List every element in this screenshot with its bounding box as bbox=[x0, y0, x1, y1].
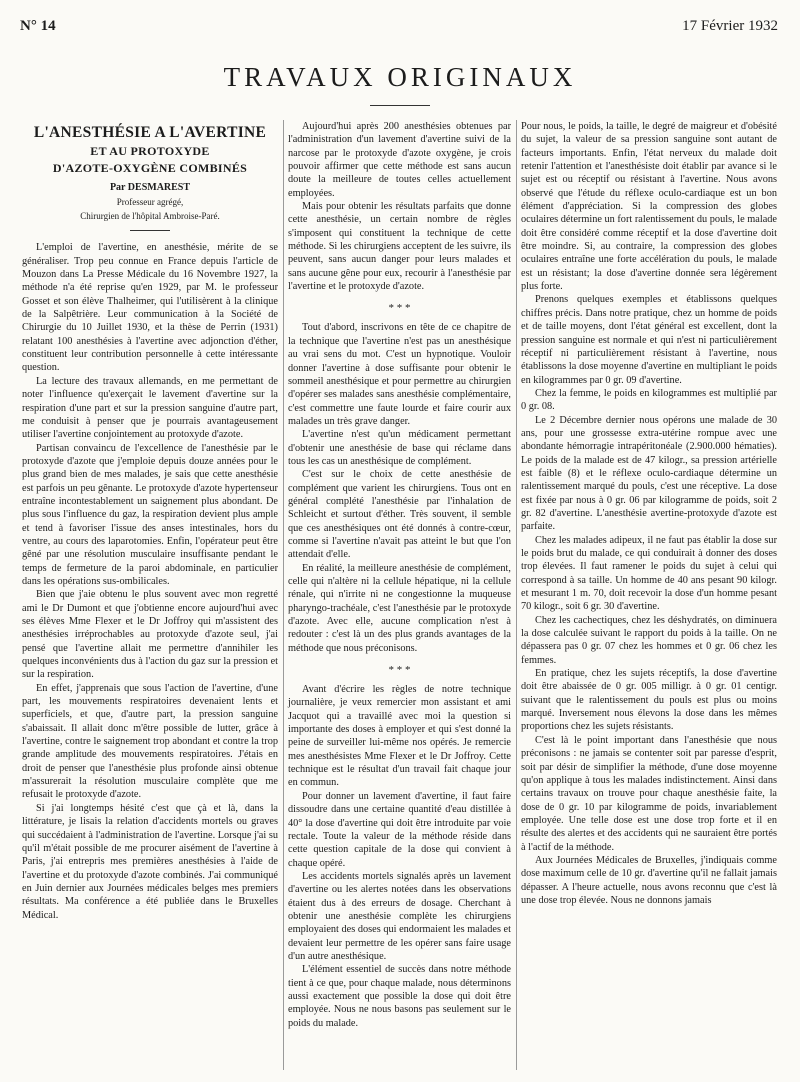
title-rule bbox=[370, 105, 430, 106]
paragraph: Chez les malades adipeux, il ne faut pas établir la dose sur le poids brut du malade, ce qui conduirait à donner des doses trop élevées. Il faut ramener le poids du sujet à celui qui correspond à sa taille. Un homme de 40 ans pesant 90 kilogr. et mesurant 1 m. 70, doit recevoir la dose d'un homme pesant 70 kilogr., soit 6 gr. 30 d'avertine. bbox=[521, 534, 777, 613]
paragraph: En pratique, chez les sujets réceptifs, la dose d'avertine doit être abaissée de 0 gr. 005 milligr. à 0 gr. 01 centigr. suivant que le ralentissement du pouls est plus ou moins marqué. Inversement nous élevons la dose dans les mêmes proportions chez les sujets résistants. bbox=[521, 668, 777, 733]
paragraph: Le 2 Décembre dernier nous opérons une malade de 30 ans, pour une grossesse extra-utérine rompue avec une abondante hémorragie intrapéritonéale (2.900.000 hématies). Le poids de la malade est de 47 kilogr., sa pression artérielle est faible (8) et le réflexe oculo-cardiaque détermine un ralentissement marqué du pouls, c'est une réceptive. La dose est fixée par nous à 0 gr. 06 par kilogramme de poids, soit 2 gr. 82 d'avertine. L'anesthésie avertine-protoxyde d'azote est parfaite. bbox=[521, 414, 777, 533]
paragraph: Aux Journées Médicales de Bruxelles, j'indiquais comme dose maximum celle de 10 gr. d'avertine qu'il ne fallait jamais dépasser. A l'heure actuelle, nous avons reconnu que c'est là une dose trop élevée. Nous ne donnons jamais bbox=[521, 854, 777, 906]
column-divider bbox=[516, 120, 517, 1070]
article-subtitle-2: D'AZOTE-OXYGÈNE COMBINÉS bbox=[52, 160, 248, 175]
paragraph: Pour nous, le poids, la taille, le degré de maigreur et d'obésité du sujet, la valeur de sa pression sanguine sont autant de facteurs importants. Enfin, l'état nerveux du malade doit retenir l'attention et l'anesthésiste doit établir par avance si le sujet est ou réceptif ou résistant à l'avertine. Nous avons observé que l'étude du réflexe oculo-cardiaque est un bon élément d'appréciation. Si la compression des globes oculaires détermine un fort ralentissement du pouls, le malade doit être considéré comme réceptif et la dose d'avertine doit être moindre. Si, au contraire, la compression des globes oculaires entraîne une forte accélération du pouls, le malade est un résistant; la dose d'avertine donnée sera légèrement plus forte. bbox=[521, 121, 777, 293]
article-subtitle-1: ET AU PROTOXYDE bbox=[90, 144, 210, 159]
paragraph: L'emploi de l'avertine, en anesthésie, mérite de se généraliser. Trop peu connue en France depuis l'article de Mouzon dans La Presse Médicale du 16 Novembre 1927, la méthode n'a été reprise qu'en 1929, par M. le professeur Gosset et son élève Thalheimer, qui l'utilisèrent à la clinique de la Salpêtrière. Leur communication à la Société de Chirurgie du 10 Juillet 1930, et la thèse de Perrin (1931) relatant 100 anesthésies à l'avertine avec adjonction d'éther, constituent leur contribution personnelle à cette intéressante question. bbox=[22, 242, 278, 374]
column-1 bbox=[22, 120, 278, 922]
paragraph: Avant d'écrire les règles de notre technique journalière, je veux remercier mon assistant et ami Jacquot qui a travaillé avec moi la question si importante des doses à employer et qui s'est donné la peine de surveiller lui-même nos opérés. Je remercie mes anesthésistes Mme Flexer et le Dr Joffroy. Cette technique est le résultat d'un travail fait chaque jour en commun. bbox=[288, 684, 511, 789]
paragraph: Partisan convaincu de l'excellence de l'anesthésie par le protoxyde d'azote que j'emploie depuis douze années pour le plus grand bien de mes malades, je sais que cette anesthésie est parfois un peu gênante. Le protoxyde d'azote hypertenseur entraîne incontestablement un saignement plus abondant. De plus sous l'influence du gaz, la respiration devient plus ample et tend à favoriser l'issue des anses intestinales, hors du ventre, au cours des laparotomies. Enfin, l'opérateur peut être gêné par une résolution musculaire insuffisante pendant le temps de fermeture de la paroi abdominale, en particulier dans les opérations sus-ombilicales. bbox=[22, 442, 278, 587]
article-title: L'ANESTHÉSIE A L'AVERTINE bbox=[33, 124, 267, 141]
paragraph: En réalité, la meilleure anesthésie de complément, celle qui n'altère ni la cellule hépatique, ni la cellule rénale, qui n'irrite ni ne congestionne la muqueuse pharyngo-trachéale, c'est l'anesthésie par le protoxyde d'azote. Avec elle, aucune complication n'est à redouter : c'est là un des plus grands avantages de la méthode que nous préconisons. bbox=[288, 562, 511, 654]
paragraph: En effet, j'apprenais que sous l'action de l'avertine, d'une part, les mouvements respiratoires devenaient lents et superficiels, et que, d'autre part, la pression sanguine s'abaissait. Il allait donc m'être possible de lutter, grâce à l'avertine, contre le saignement trop abondant et contre la trop grande amplitude des mouvements respiratoires. J'étais en droit de penser que l'anesthésie plus profonde ainsi obtenue m'assurerait la résolution musculaire complète que me refusait le protoxyde d'azote. bbox=[22, 682, 278, 801]
paragraph: Si j'ai longtemps hésité c'est que çà et là, dans la littérature, je lisais la relation d'accidents mortels ou graves qui succédaient à l'administration de l'avertine. Lorsque j'ai su qu'il m'était possible de me procurer aisément de l'avertine à Paris, j'ai entrepris mes premières anesthésies à l'aide de l'avertine et du protoxyde d'azote combinés. J'ai communiqué en Juin dernier aux Journées médicales belges mes premiers résultats. Ma conférence a été publiée dans le Bruxelles Médical. bbox=[22, 802, 278, 921]
paragraph: Pour donner un lavement d'avertine, il faut faire dissoudre dans une certaine quantité d'eau distillée à 40° la dose d'avertine qui doit être introduite par voie rectale. Toute la valeur de la méthode réside dans cette question capitale de la dose qui convient à chaque opéré. bbox=[288, 790, 511, 869]
paragraph: Prenons quelques exemples et établissons quelques chiffres précis. Dans notre pratique, chez un homme de poids et de taille moyens, dont l'état général est excellent, dont la pression sanguine est normale et qui n'est ni particulièrement réceptif ni particulièrement résistant à l'avertine, nous établissons la dose moyenne d'avertine en multipliant le poids en kilogrammes par 0 gr. 09 d'avertine. bbox=[521, 294, 777, 386]
section-separator: * * * bbox=[388, 302, 411, 315]
column-2 bbox=[288, 120, 511, 1030]
byline-rule bbox=[130, 230, 170, 231]
paragraph: Chez la femme, le poids en kilogrammes est multiplié par 0 gr. 08. bbox=[521, 387, 777, 413]
paragraph: Chez les cachectiques, chez les déshydratés, on diminuera la dose calculée suivant le rapport du poids à la taille. On ne dépassera pas 0 gr. 07 chez les hommes et 0 gr. 06 chez les femmes. bbox=[521, 614, 777, 666]
paragraph: Mais pour obtenir les résultats parfaits que donne cette anesthésie, un certain nombre de règles s'imposent qui constituent la technique de cette méthode. Si les chirurgiens acceptent de les suivre, ils peuvent, sans aucun danger pour leurs malades et sans aucune gêne pour eux, recourir à l'anesthésie par l'avertine et le protoxyde d'azote. bbox=[288, 201, 511, 293]
paragraph: C'est là le point important dans l'anesthésie que nous préconisons : ne jamais se contenter soit par paresse d'esprit, soit par désir de simplifier la méthode, d'une dose moyenne qu'on applique à tous les malades indistinctement. Ainsi dans certains travaux on trouve pour chaque anesthésie faite, la dose de 0 gr. 10 par kilogramme de poids, invariablement employée. Une telle dose est une dose trop forte et il en résulte des alertes et des accidents qui ne sauraient être portés à l'actif de la méthode. bbox=[521, 734, 777, 853]
section-title: TRAVAUX ORIGINAUX bbox=[223, 62, 577, 92]
column-3 bbox=[521, 120, 777, 907]
author-role: Professeur agrégé, bbox=[116, 197, 184, 208]
author-affiliation: Chirurgien de l'hôpital Ambroise-Paré. bbox=[80, 211, 220, 222]
section-separator: * * * bbox=[388, 664, 411, 677]
paragraph: L'avertine n'est qu'un médicament permettant d'obtenir une anesthésie de base qui réclame dans tous les cas un anesthésique de complément. bbox=[288, 429, 511, 467]
paragraph: Aujourd'hui après 200 anesthésies obtenues par l'administration d'un lavement d'avertine suivi de la narcose par le protoxyde d'azote oxygène, je crois pouvoir affirmer que cette méthode est sans aucun doute la meilleure de toutes celles actuellement employées. bbox=[288, 121, 511, 199]
issue-date: 17 Février 1932 bbox=[682, 18, 778, 34]
paragraph: Bien que j'aie obtenu le plus souvent avec mon regretté ami le Dr Dumont et que j'obtienne encore aujourd'hui avec ses élèves Mme Flexer et le Dr Joffroy qui m'assistent des anesthésies irréprochables au protoxyde d'azote seul, j'ai pensé que l'avertine allait me permettre d'annihiler les quelques inconvénients dus à l'action du gaz sur la pression et sur la respiration. bbox=[22, 589, 278, 681]
author-name: Par DESMAREST bbox=[109, 182, 191, 194]
issue-number: N° 14 bbox=[20, 18, 56, 34]
paragraph: Les accidents mortels signalés après un lavement d'avertine ou les alertes notées dans les observations étaient dus à des erreurs de dosage. Cherchant à obtenir une anesthésie complète les chirurgiens employaient des doses qui endormaient les malades et devaient leur permettre de les opérer sans faire usage d'un autre anesthésique. bbox=[288, 870, 511, 962]
paragraph: La lecture des travaux allemands, en me permettant de noter l'influence qu'exerçait le lavement d'avertine sur la respiration d'une part et sur la pression sanguine d'autre part, me conduisit à penser que je pourrais avantageusement utiliser l'avertine conjointement au protoxyde d'azote. bbox=[22, 375, 278, 441]
paragraph: Tout d'abord, inscrivons en tête de ce chapitre de la technique que l'avertine n'est pas un anesthésique au vrai sens du mot. C'est un hypnotique. Vouloir donner l'avertine à dose suffisante pour obtenir le sommeil anesthésique et pour permettre au chirurgien d'opérer ses malades sans anesthésie complémentaire, c'est commettre une faute lourde et faire courir aux malades un très grave danger. bbox=[288, 322, 511, 427]
paragraph: L'élément essentiel de succès dans notre méthode tient à ce que, pour chaque malade, nous déterminons aussi exactement que possible la dose qui doit être employée. Nous ne nous basons pas seulement sur le poids du malade. bbox=[288, 964, 511, 1029]
column-divider bbox=[283, 120, 284, 1070]
paragraph: C'est sur le choix de cette anesthésie de complément que varient les chirurgiens. Tous ont en général complété l'anesthésie par l'inhalation de Schleicht et surtout d'éther. Très souvent, il semble que ces anesthésiques ont été donnés à contre-cœur, comme si l'avertine n'avait pas atteint le but que l'on attendait d'elle. bbox=[288, 469, 511, 561]
